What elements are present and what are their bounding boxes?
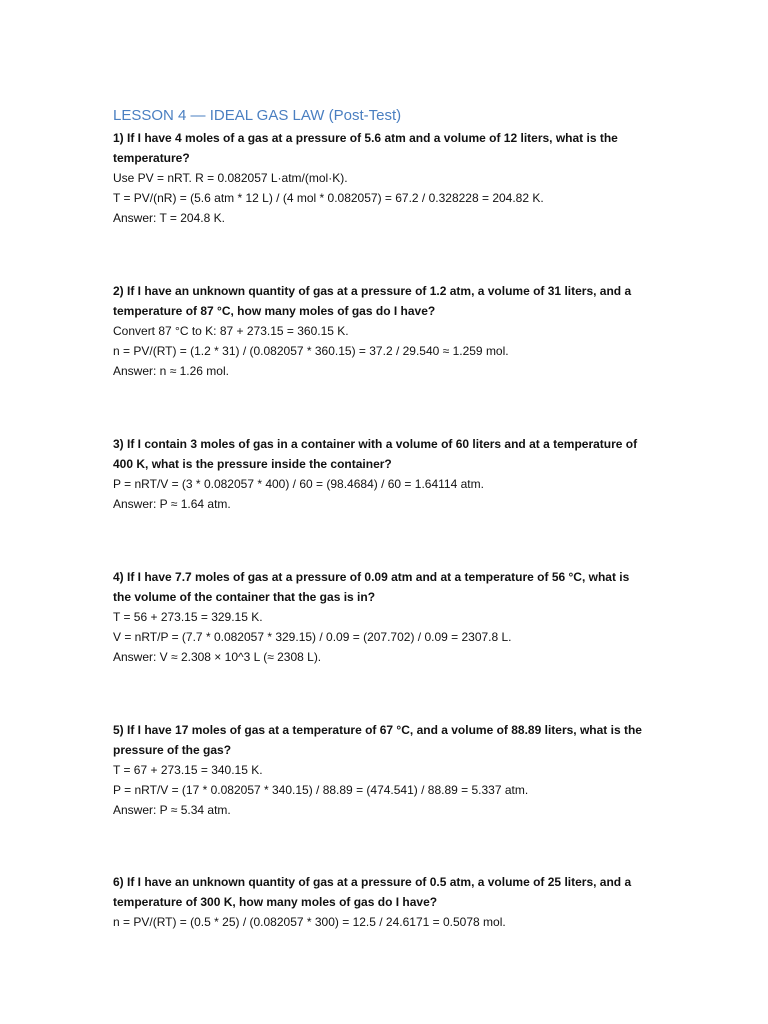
work-line: T = 67 + 273.15 = 340.15 K. <box>113 763 263 777</box>
question-line: pressure of the gas? <box>113 743 232 757</box>
question-line: temperature? <box>113 151 190 165</box>
work-line: Convert 87 °C to K: 87 + 273.15 = 360.15 K. <box>113 324 349 338</box>
question-line: the volume of the container that the gas is in? <box>113 590 376 604</box>
lesson-title: LESSON 4 — IDEAL GAS LAW (Post-Test) <box>113 107 402 124</box>
answer-line: Answer: n ≈ 1.26 mol. <box>113 364 229 378</box>
question-line: 5) If I have 17 moles of gas at a temperature of 67 °C, and a volume of 88.89 liters, what is the <box>113 723 642 737</box>
question-line: 3) If I contain 3 moles of gas in a container with a volume of 60 liters and at a temperature of <box>113 437 638 451</box>
answer-line: Answer: P ≈ 5.34 atm. <box>113 803 231 817</box>
work-line: T = 56 + 273.15 = 329.15 K. <box>113 610 263 624</box>
work-line: n = PV/(RT) = (1.2 * 31) / (0.082057 * 360.15) = 37.2 / 29.540 ≈ 1.259 mol. <box>113 344 509 358</box>
question-line: 400 K, what is the pressure inside the container? <box>113 457 392 471</box>
work-line: T = PV/(nR) = (5.6 atm * 12 L) / (4 mol * 0.082057) = 67.2 / 0.328228 = 204.82 K. <box>113 191 544 205</box>
work-line: V = nRT/P = (7.7 * 0.082057 * 329.15) / 0.09 = (207.702) / 0.09 = 2307.8 L. <box>113 630 512 644</box>
problem-2 <box>113 281 673 381</box>
question-line: 2) If I have an unknown quantity of gas at a pressure of 1.2 atm, a volume of 31 liters, and a <box>113 284 632 298</box>
work-line: P = nRT/V = (3 * 0.082057 * 400) / 60 = (98.4684) / 60 = 1.64114 atm. <box>113 477 484 491</box>
problem-4 <box>113 567 673 667</box>
problem-6 <box>113 872 673 932</box>
answer-line: Answer: P ≈ 1.64 atm. <box>113 497 231 511</box>
answer-line: Answer: V ≈ 2.308 × 10^3 L (≈ 2308 L). <box>113 650 322 664</box>
answer-line: Answer: T = 204.8 K. <box>113 211 225 225</box>
problem-1 <box>113 128 673 228</box>
question-line: temperature of 300 K, how many moles of gas do I have? <box>113 895 438 909</box>
work-line: Use PV = nRT. R = 0.082057 L·atm/(mol·K). <box>113 171 348 185</box>
problem-5 <box>113 720 673 820</box>
question-line: 4) If I have 7.7 moles of gas at a pressure of 0.09 atm and at a temperature of 56 °C, what is <box>113 570 630 584</box>
question-line: temperature of 87 °C, how many moles of gas do I have? <box>113 304 436 318</box>
work-line: P = nRT/V = (17 * 0.082057 * 340.15) / 88.89 = (474.541) / 88.89 = 5.337 atm. <box>113 783 529 797</box>
work-line: n = PV/(RT) = (0.5 * 25) / (0.082057 * 300) = 12.5 / 24.6171 = 0.5078 mol. <box>113 915 506 929</box>
question-line: 1) If I have 4 moles of a gas at a pressure of 5.6 atm and a volume of 12 liters, what is the <box>113 131 618 145</box>
question-line: 6) If I have an unknown quantity of gas at a pressure of 0.5 atm, a volume of 25 liters, and a <box>113 875 632 889</box>
problem-3 <box>113 434 673 514</box>
